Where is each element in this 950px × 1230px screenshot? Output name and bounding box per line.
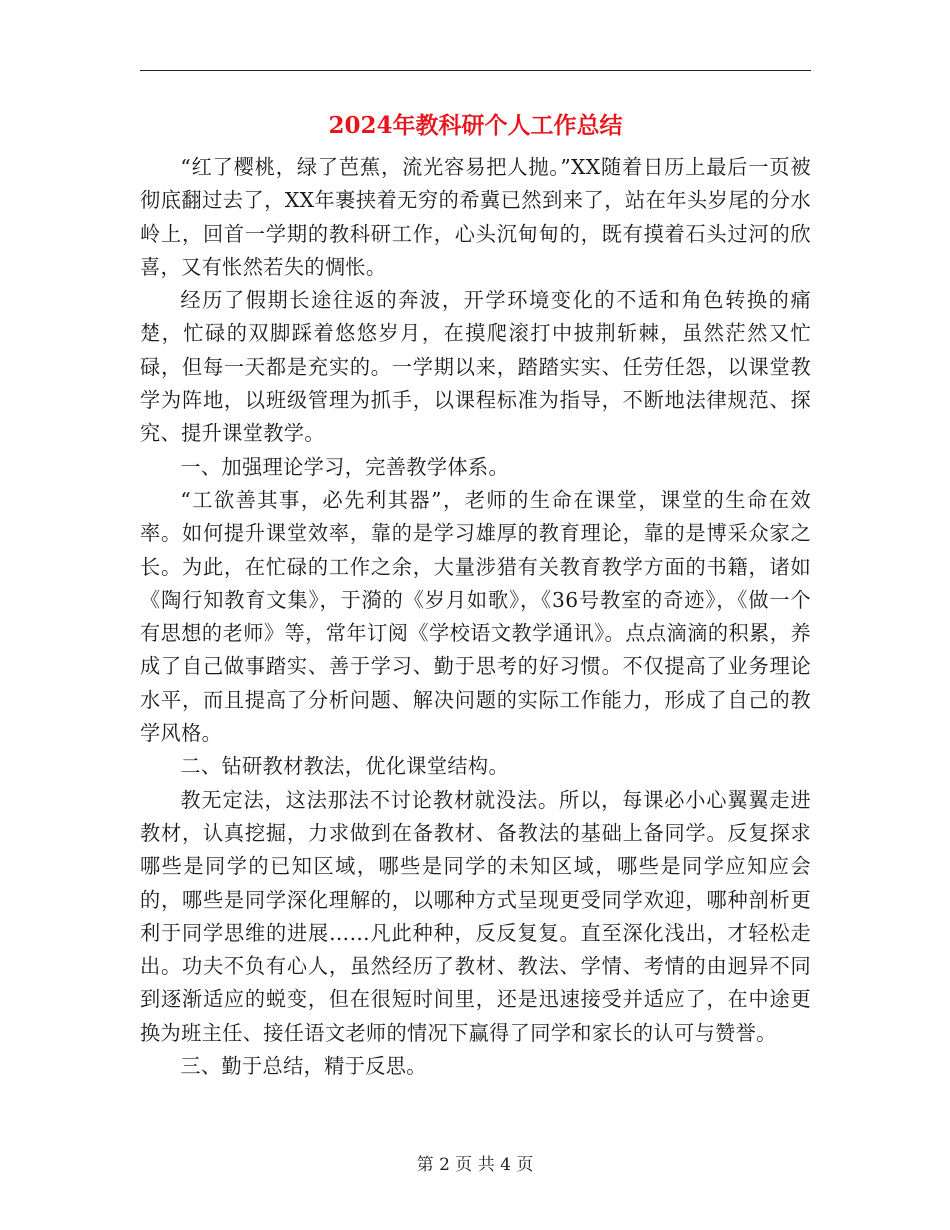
paragraph-textbook: 教无定法，这法那法不讨论教材就没法。所以，每课必小心翼翼走进教材，认真挖掘，力求做到在备教材、备教法的基础上备同学。反复探求哪些是同学的已知区域，哪些是同学的未知区域，哪些是同学应知应会的，哪些是同学深化理解的，以哪种方式呈现更受同学欢迎，哪种剖析更利于同学思维的进展……凡此种种，反反复复。直至深化浅出，才轻松走出。功夫不负有心人，虽然经历了教材、教法、学情、考情的由迥异不同到逐渐适应的蜕变，但在很短时间里，还是迅速接受并适应了，在中途更换为班主任、接任语文老师的情况下赢得了同学和家长的认可与赞誉。: [140, 787, 811, 1045]
section-heading-reflection: 三、勤于总结，精于反思。: [180, 1054, 427, 1079]
document-body: [140, 151, 811, 1083]
header-rule: [140, 70, 811, 71]
section-heading-theory: 一、加强理论学习，完善教学体系。: [180, 454, 509, 479]
paragraph-intro: “红了樱桃，绿了芭蕉，流光容易把人抛。”XX随着日历上最后一页被彻底翻过去了，XX年裹挟着无穷的希冀已然到来了，站在年头岁尾的分水岭上，回首一学期的教科研工作，心头沉甸甸的，既有摸着石头过河的欣喜，又有怅然若失的惆怅。: [140, 155, 811, 279]
paragraph-theory: “工欲善其事，必先利其器”，老师的生命在课堂，课堂的生命在效率。如何提升课堂效率，靠的是学习雄厚的教育理论，靠的是博采众家之长。为此，在忙碌的工作之余，大量涉猎有关教育教学方面的书籍，诸如《陶行知教育文集》，于漪的《岁月如歌》，《36号教室的奇迹》，《做一个有思想的老师》等，常年订阅《学校语文教学通讯》。点点滴滴的积累，养成了自己做事踏实、善于学习、勤于思考的好习惯。不仅提高了业务理论水平，而且提高了分析问题、解决问题的实际工作能力，形成了自己的教学风格。: [140, 487, 811, 746]
document-title: 2024年教科研个人工作总结: [328, 112, 623, 139]
paragraph-experience: 经历了假期长途往返的奔波，开学环境变化的不适和角色转换的痛楚，忙碌的双脚踩着悠悠岁月，在摸爬滚打中披荆斩棘，虽然茫然又忙碌，但每一天都是充实的。一学期以来，踏踏实实、任劳任怨，以课堂教学为阵地，以班级管理为抓手，以课程标准为指导，不断地法律规范、探究、提升课堂教学。: [140, 288, 811, 446]
section-heading-textbook: 二、钻研教材教法，优化课堂结构。: [180, 754, 509, 779]
page-number: 第 2 页 共 4 页: [416, 1155, 534, 1175]
